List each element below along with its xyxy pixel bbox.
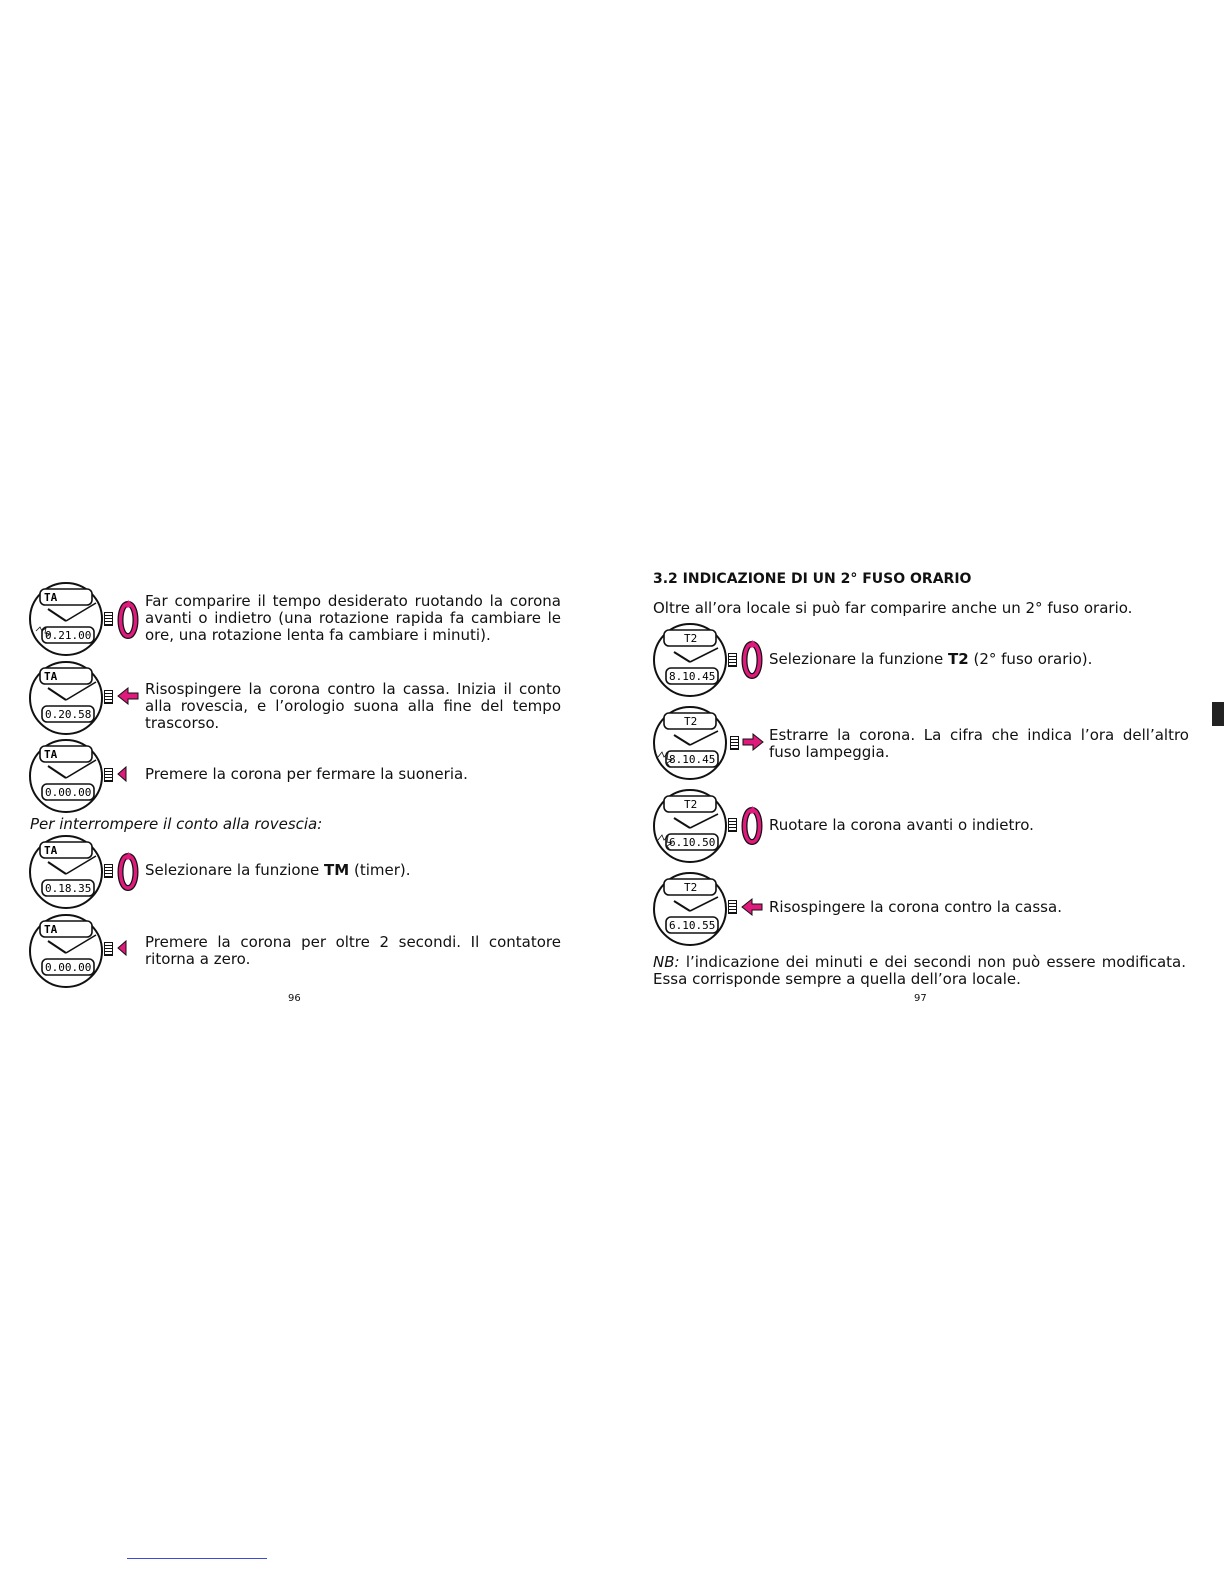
interrupt-label: Per interrompere il conto alla rovescia:	[30, 815, 323, 833]
page-number: 97	[914, 993, 927, 1004]
svg-text:0.18.35: 0.18.35	[45, 882, 92, 895]
watch-illustration	[652, 622, 728, 698]
crown	[104, 612, 113, 626]
section-heading: 3.2 INDICAZIONE DI UN 2° FUSO ORARIO	[653, 571, 972, 587]
crown	[104, 690, 113, 704]
rotate-crown-icon	[738, 640, 766, 680]
svg-text:T2: T2	[684, 632, 698, 645]
svg-text:6.10.50: 6.10.50	[669, 836, 716, 849]
svg-text:TA: TA	[44, 591, 58, 604]
watch-illustration	[28, 834, 104, 910]
page-97	[612, 0, 1224, 1584]
crown	[728, 818, 737, 832]
rotate-crown-icon	[114, 600, 142, 640]
svg-text:TA: TA	[44, 748, 58, 761]
svg-text:TA: TA	[44, 844, 58, 857]
section-tab-marker	[1212, 702, 1224, 726]
svg-text:8.10.45: 8.10.45	[669, 670, 716, 683]
svg-text:0.21.00: 0.21.00	[45, 629, 92, 642]
watch-illustration	[652, 871, 728, 947]
svg-text:T2: T2	[684, 798, 698, 811]
step-text: Premere la corona per fermare la suoneria.	[145, 765, 468, 783]
step-text: Estrarre la corona. La cifra che indica l’ora dell’altro fuso lampeggia.	[769, 726, 1189, 761]
crown	[104, 864, 113, 878]
watch-illustration	[28, 660, 104, 736]
divider-line	[127, 1558, 267, 1559]
push-crown-icon	[738, 887, 766, 927]
svg-text:8.10.45: 8.10.45	[669, 753, 716, 766]
crown	[728, 900, 737, 914]
press-crown-icon	[112, 928, 140, 968]
svg-text:0.20.58: 0.20.58	[45, 708, 92, 721]
step-text: Ruotare la corona avanti o indietro.	[769, 816, 1034, 834]
svg-text:0.00.00: 0.00.00	[45, 961, 92, 974]
rotate-crown-icon	[738, 806, 766, 846]
watch-illustration	[28, 581, 104, 657]
watch-illustration	[652, 788, 728, 864]
watch-illustration	[652, 705, 728, 781]
crown	[730, 736, 739, 750]
rotate-crown-icon	[114, 852, 142, 892]
svg-text:6.10.55: 6.10.55	[669, 919, 716, 932]
watch-illustration	[28, 913, 104, 989]
step-text: Selezionare la funzione T2 (2° fuso orario).	[769, 650, 1093, 668]
page-number: 96	[288, 993, 301, 1004]
watch-illustration	[28, 738, 104, 814]
svg-text:T2: T2	[684, 715, 698, 728]
svg-text:T2: T2	[684, 881, 698, 894]
nb-note: NB: l’indicazione dei minuti e dei secondi non può essere modificata. Essa corrisponde sempre a quella dell’ora locale.	[653, 953, 1186, 988]
step-text: Risospingere la corona contro la cassa.	[769, 898, 1062, 916]
svg-text:TA: TA	[44, 923, 58, 936]
step-text: Premere la corona per oltre 2 secondi. Il contatore ritorna a zero.	[145, 933, 561, 968]
crown	[728, 653, 737, 667]
press-crown-icon	[112, 754, 140, 794]
svg-text:0.00.00: 0.00.00	[45, 786, 92, 799]
svg-text:TA: TA	[44, 670, 58, 683]
pull-crown-icon	[739, 722, 767, 762]
step-text: Far comparire il tempo desiderato ruotando la corona avanti o indietro (una rotazione rapida fa cambiare le ore, una rotazione lenta fa cambiare i minuti).	[145, 592, 561, 644]
step-text: Selezionare la funzione TM (timer).	[145, 861, 411, 879]
intro-text: Oltre all’ora locale si può far comparire anche un 2° fuso orario.	[653, 599, 1133, 617]
step-text: Risospingere la corona contro la cassa. Inizia il conto alla rovescia, e l’orologio suona alla fine del tempo trascorso.	[145, 680, 561, 732]
push-crown-icon	[114, 676, 142, 716]
